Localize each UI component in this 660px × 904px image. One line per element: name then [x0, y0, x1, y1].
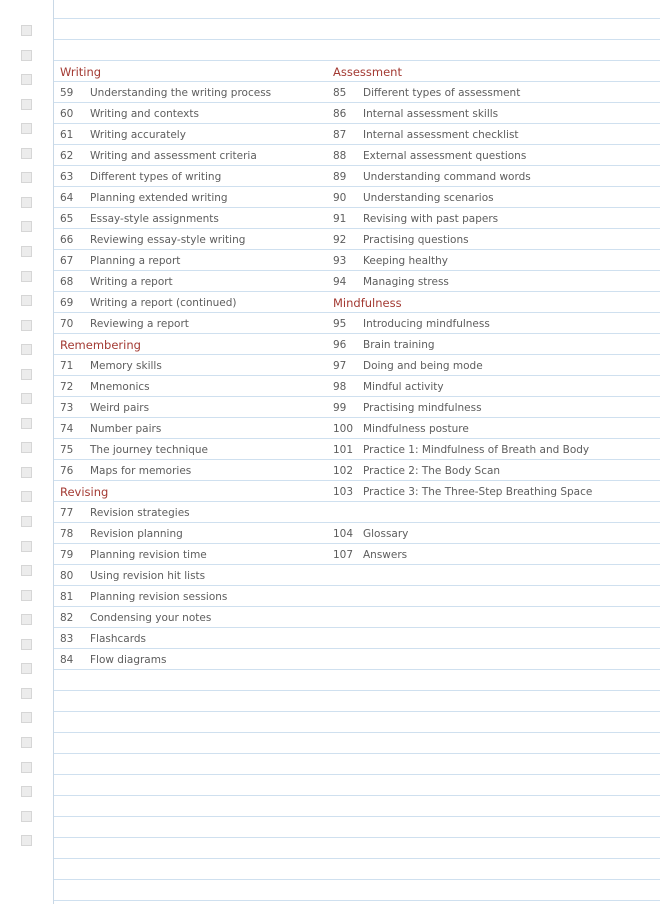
binding-hole — [21, 221, 32, 232]
contents-entry — [60, 230, 322, 251]
entry-title: Understanding the writing process — [90, 87, 272, 99]
binding-hole — [21, 246, 32, 257]
entry-title: Essay-style assignments — [90, 213, 219, 225]
page-number: 79 — [60, 549, 74, 561]
contents-entry — [60, 587, 322, 608]
contents-entry — [333, 440, 633, 461]
binding-hole — [21, 369, 32, 380]
page-number: 76 — [60, 465, 74, 477]
binding-hole — [21, 639, 32, 650]
page-number: 66 — [60, 234, 74, 246]
binding-hole — [21, 25, 32, 36]
binding-hole — [21, 74, 32, 85]
entry-title: Doing and being mode — [363, 360, 483, 372]
page-number: 83 — [60, 633, 74, 645]
contents-entry — [60, 461, 322, 482]
page-number: 101 — [333, 444, 354, 456]
entry-title: Internal assessment checklist — [363, 129, 519, 141]
entry-title: Maps for memories — [90, 465, 192, 477]
entry-title: Planning revision sessions — [90, 591, 228, 603]
entry-title: Memory skills — [90, 360, 162, 372]
page-number: 96 — [333, 339, 347, 351]
page-number: 94 — [333, 276, 347, 288]
contents-entry — [333, 188, 633, 209]
binding-hole — [21, 786, 32, 797]
binding-hole — [21, 123, 32, 134]
page-number: 95 — [333, 318, 347, 330]
contents-entry — [60, 419, 322, 440]
binding-hole — [21, 99, 32, 110]
contents-entry — [333, 272, 633, 293]
binding-hole — [21, 516, 32, 527]
entry-title: Mnemonics — [90, 381, 150, 393]
entry-title: Planning a report — [90, 255, 181, 267]
entry-title: Number pairs — [90, 423, 162, 435]
entry-title: Different types of assessment — [363, 87, 521, 99]
contents-entry — [333, 167, 633, 188]
contents-entry — [333, 545, 633, 566]
page-number: 103 — [333, 486, 354, 498]
page-number: 61 — [60, 129, 74, 141]
contents-entry — [60, 293, 322, 314]
page-number: 64 — [60, 192, 74, 204]
entry-title: Writing and contexts — [90, 108, 199, 120]
page-number: 60 — [60, 108, 74, 120]
contents-entry — [60, 356, 322, 377]
page-number: 85 — [333, 87, 347, 99]
entry-title: Planning revision time — [90, 549, 207, 561]
page-number: 87 — [333, 129, 347, 141]
page-number: 69 — [60, 297, 74, 309]
page-number: 88 — [333, 150, 347, 162]
binding-hole — [21, 271, 32, 282]
spiral-binding-margin — [0, 0, 54, 904]
entry-title: Keeping healthy — [363, 255, 448, 267]
page-number: 98 — [333, 381, 347, 393]
entry-title: Revising with past papers — [363, 213, 499, 225]
contents-entry — [60, 545, 322, 566]
page-number: 75 — [60, 444, 74, 456]
page-number: 70 — [60, 318, 74, 330]
binding-hole — [21, 393, 32, 404]
entry-title: Using revision hit lists — [90, 570, 206, 582]
binding-hole — [21, 688, 32, 699]
entry-title: Mindful activity — [363, 381, 444, 393]
entry-title: Writing a report (continued) — [90, 297, 237, 309]
page-number: 100 — [333, 423, 354, 435]
entry-title: Writing and assessment criteria — [90, 150, 257, 162]
entry-title: Practice 1: Mindfulness of Breath and Body — [363, 444, 590, 456]
entry-title: Understanding command words — [363, 171, 531, 183]
page-number: 67 — [60, 255, 74, 267]
entry-title: Writing accurately — [90, 129, 186, 141]
contents-entry — [60, 314, 322, 335]
section-heading: Writing — [60, 65, 102, 79]
page-number: 63 — [60, 171, 74, 183]
page-number: 89 — [333, 171, 347, 183]
contents-entry — [60, 272, 322, 293]
entry-title: The journey technique — [90, 444, 209, 456]
contents-entry — [333, 461, 633, 482]
page-number: 91 — [333, 213, 347, 225]
section-heading: Mindfulness — [333, 296, 402, 310]
binding-hole — [21, 172, 32, 183]
entry-title: Understanding scenarios — [363, 192, 494, 204]
page-number: 93 — [333, 255, 347, 267]
page-number: 97 — [333, 360, 347, 372]
entry-title: Brain training — [363, 339, 435, 351]
page-number: 102 — [333, 465, 354, 477]
entry-title: Introducing mindfulness — [363, 318, 490, 330]
binding-hole — [21, 442, 32, 453]
binding-hole — [21, 614, 32, 625]
page-number: 107 — [333, 549, 354, 561]
entry-title: Glossary — [363, 528, 409, 540]
contents-entry — [60, 566, 322, 587]
contents-entry — [333, 377, 633, 398]
contents-entry — [60, 377, 322, 398]
binding-hole — [21, 50, 32, 61]
contents-entry — [60, 146, 322, 167]
contents-entry — [60, 167, 322, 188]
page-number: 65 — [60, 213, 74, 225]
binding-hole — [21, 712, 32, 723]
contents-entry — [333, 251, 633, 272]
spacer — [333, 503, 633, 524]
page-number: 74 — [60, 423, 74, 435]
entry-title: Answers — [363, 549, 408, 561]
contents-entry — [333, 104, 633, 125]
page-number: 84 — [60, 654, 74, 666]
contents-entry — [60, 209, 322, 230]
binding-hole — [21, 148, 32, 159]
binding-hole — [21, 467, 32, 478]
contents-column-right — [333, 62, 633, 566]
binding-hole — [21, 295, 32, 306]
entry-title: Managing stress — [363, 276, 449, 288]
contents-entry — [333, 83, 633, 104]
contents-entry — [333, 524, 633, 545]
page-number: 82 — [60, 612, 74, 624]
entry-title: External assessment questions — [363, 150, 527, 162]
binding-hole — [21, 663, 32, 674]
binding-hole — [21, 491, 32, 502]
entry-title: Condensing your notes — [90, 612, 212, 624]
entry-title: Different types of writing — [90, 171, 222, 183]
section-heading: Assessment — [333, 65, 402, 79]
entry-title: Practising mindfulness — [363, 402, 482, 414]
contents-entry — [333, 398, 633, 419]
binding-hole — [21, 197, 32, 208]
entry-title: Practice 2: The Body Scan — [363, 465, 501, 477]
entry-title: Revision planning — [90, 528, 183, 540]
contents-entry — [60, 629, 322, 650]
contents-entry — [333, 146, 633, 167]
page-number: 72 — [60, 381, 74, 393]
contents-entry — [60, 125, 322, 146]
contents-entry — [333, 314, 633, 335]
binding-hole — [21, 835, 32, 846]
binding-hole — [21, 320, 32, 331]
binding-hole — [21, 811, 32, 822]
section-heading: Remembering — [60, 338, 141, 352]
page-number: 81 — [60, 591, 74, 603]
page-number: 99 — [333, 402, 347, 414]
entry-title: Internal assessment skills — [363, 108, 499, 120]
contents-entry — [60, 440, 322, 461]
page-number: 77 — [60, 507, 74, 519]
contents-entry — [333, 125, 633, 146]
entry-title: Reviewing a report — [90, 318, 189, 330]
contents-entry — [60, 83, 322, 104]
entry-title: Reviewing essay-style writing — [90, 234, 246, 246]
contents-entry — [333, 482, 633, 503]
entry-title: Practising questions — [363, 234, 469, 246]
contents-entry — [333, 419, 633, 440]
entry-title: Revision strategies — [90, 507, 190, 519]
contents-entry — [60, 650, 322, 671]
page-number: 92 — [333, 234, 347, 246]
entry-title: Planning extended writing — [90, 192, 228, 204]
entry-title: Writing a report — [90, 276, 173, 288]
contents-entry — [60, 251, 322, 272]
page-number: 104 — [333, 528, 354, 540]
binding-hole — [21, 541, 32, 552]
page-number: 68 — [60, 276, 74, 288]
binding-hole — [21, 590, 32, 601]
contents-entry — [60, 608, 322, 629]
contents-entry — [333, 356, 633, 377]
contents-entry — [60, 104, 322, 125]
page-number: 78 — [60, 528, 74, 540]
entry-title: Flow diagrams — [90, 654, 167, 666]
entry-title: Weird pairs — [90, 402, 150, 414]
page-number: 62 — [60, 150, 74, 162]
contents-entry — [333, 209, 633, 230]
contents-entry — [333, 230, 633, 251]
entry-title: Flashcards — [90, 633, 146, 645]
binding-hole — [21, 418, 32, 429]
section-heading: Revising — [60, 485, 109, 499]
contents-entry — [60, 503, 322, 524]
contents-entry — [333, 335, 633, 356]
contents-entry — [60, 398, 322, 419]
binding-hole — [21, 565, 32, 576]
contents-entry — [60, 524, 322, 545]
page-number: 59 — [60, 87, 74, 99]
entry-title: Practice 3: The Three-Step Breathing Space — [363, 486, 593, 498]
binding-hole — [21, 762, 32, 773]
binding-hole — [21, 344, 32, 355]
binding-hole — [21, 737, 32, 748]
page-number: 73 — [60, 402, 74, 414]
page-number: 86 — [333, 108, 347, 120]
contents-entry — [60, 188, 322, 209]
entry-title: Mindfulness posture — [363, 423, 469, 435]
page-number: 71 — [60, 360, 74, 372]
contents-column-left — [60, 62, 322, 671]
page-number: 80 — [60, 570, 74, 582]
page-number: 90 — [333, 192, 347, 204]
